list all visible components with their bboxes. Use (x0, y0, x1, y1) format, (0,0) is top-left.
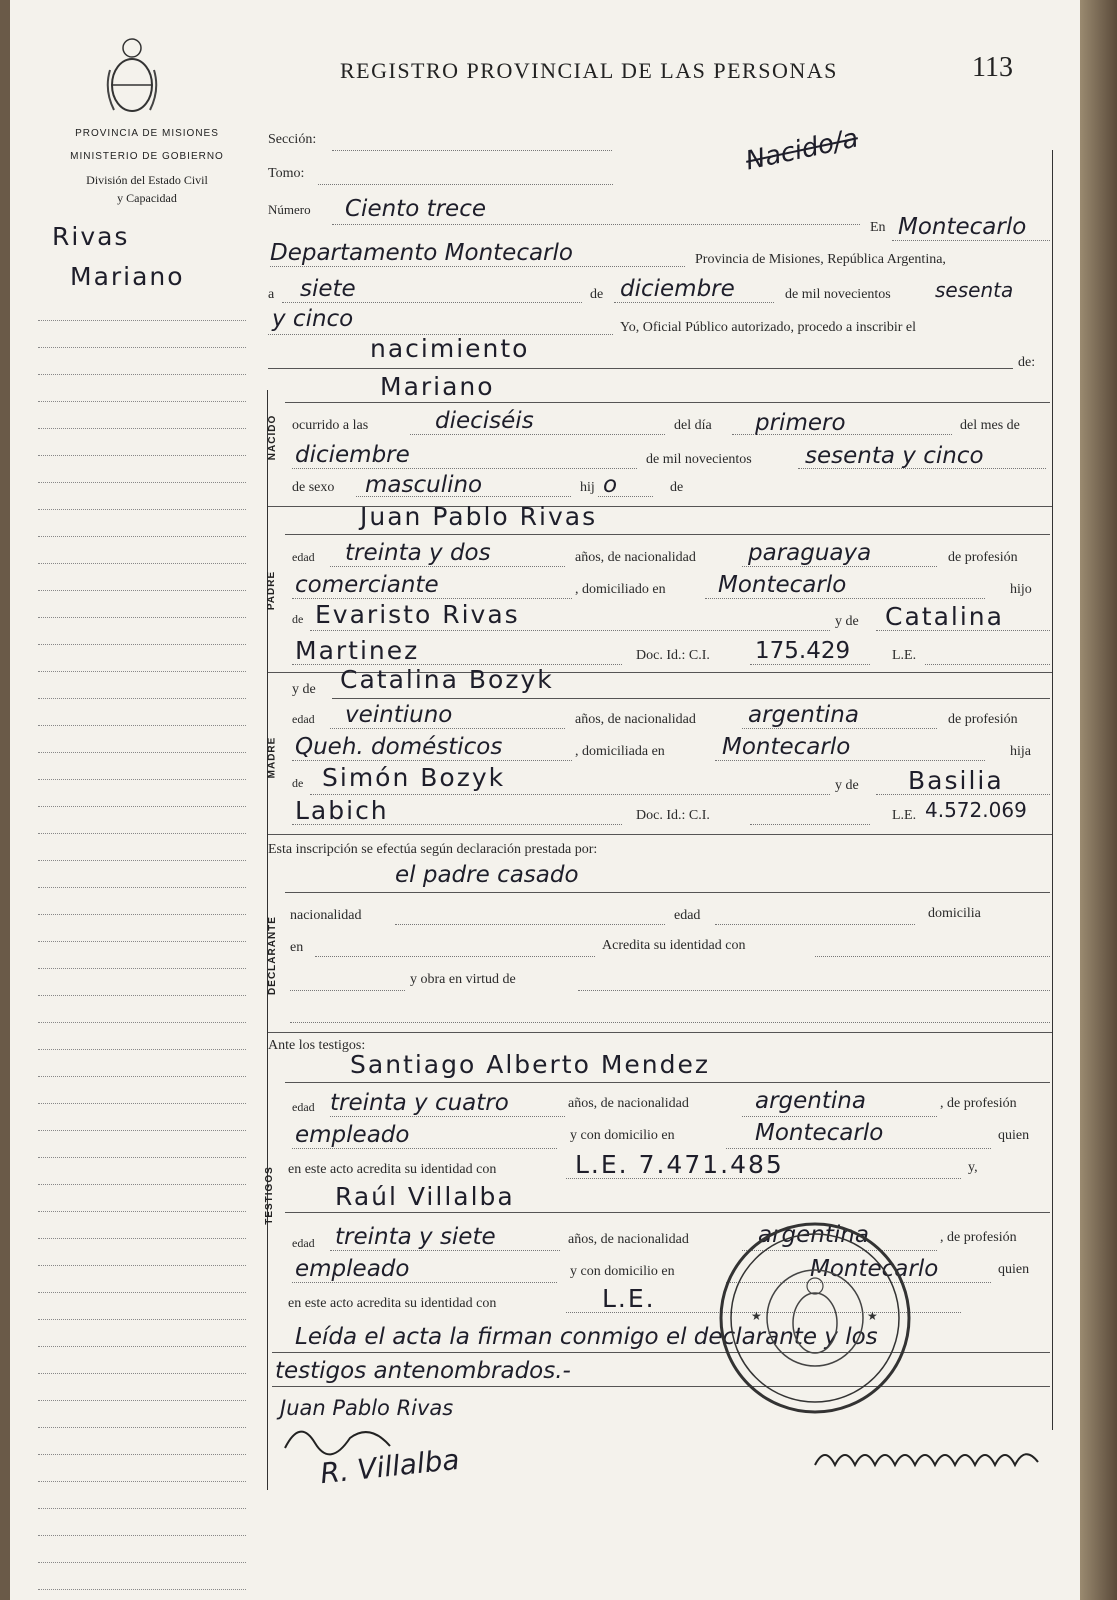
madre-profesion-label: de profesión (948, 712, 1018, 727)
madre-madre-value-1: Basilia (908, 766, 1004, 795)
margin-line (38, 941, 246, 942)
anio-part1-value: sesenta (935, 278, 1014, 302)
padre-profesion-value: comerciante (295, 572, 439, 598)
margin-line (38, 482, 246, 483)
margin-line (38, 698, 246, 699)
margin-line (38, 968, 246, 969)
de-sexo-label: de sexo (292, 480, 335, 495)
padre-edad-value: treinta y dos (345, 540, 491, 566)
sexo-value: masculino (365, 472, 483, 498)
padre-doc-label: Doc. Id.: C.I. (636, 648, 710, 663)
testigo2-doc-value: L.E. (602, 1284, 656, 1313)
padre-nacionalidad-label: años, de nacionalidad (575, 550, 696, 565)
dia-value: primero (755, 410, 846, 436)
madre-hija-label: hija (1010, 744, 1031, 759)
padre-le-label: L.E. (892, 648, 917, 663)
official-signature (810, 1440, 1045, 1480)
office-line-3: División del Estado Civil (86, 173, 208, 187)
binding-edge (1080, 0, 1117, 1600)
declarante-nombre-value: el padre casado (395, 862, 579, 888)
padre-section-label: PADRE (266, 570, 278, 611)
padre-edad-label: edad (292, 550, 315, 564)
margin-line (38, 374, 246, 375)
padre-domiciliado-label: , domiciliado en (575, 582, 666, 597)
margin-line (38, 1184, 246, 1185)
margin-line (38, 644, 246, 645)
margin-line (38, 428, 246, 429)
padre-doc-value: 175.429 (755, 638, 851, 664)
padre-domicilio-value: Montecarlo (718, 572, 847, 598)
madre-edad-label: edad (292, 712, 315, 726)
testigo1-y-label: y, (968, 1160, 978, 1175)
madre-madre-value-2: Labich (295, 796, 389, 825)
margin-line (38, 1373, 246, 1374)
hij-suffix-value: o (603, 472, 618, 498)
testigo1-acredita-label: en este acto acredita su identidad con (288, 1162, 497, 1177)
signature-padre: Juan Pablo Rivas (280, 1396, 454, 1420)
declarante-en-label: en (290, 940, 304, 955)
testigo1-edad-value: treinta y cuatro (330, 1090, 509, 1116)
margin-line (38, 590, 246, 591)
margin-line (38, 1292, 246, 1293)
madre-domicilio-value: Montecarlo (722, 734, 851, 760)
margin-line (38, 1589, 246, 1590)
numero-value: Ciento trece (345, 196, 486, 222)
margin-line (38, 1319, 246, 1320)
padre-y-de-label: y de (835, 614, 859, 629)
margin-line (38, 617, 246, 618)
margin-line (38, 1265, 246, 1266)
testigo2-acredita-label: en este acto acredita su identidad con (288, 1296, 497, 1311)
en-value: Montecarlo (898, 214, 1027, 240)
madre-le-value: 4.572.069 (925, 798, 1027, 822)
margin-line (38, 779, 246, 780)
testigo1-doc-value: L.E. 7.471.485 (575, 1150, 784, 1179)
nacido-annotation: Nacido/a (743, 123, 861, 177)
margin-line (38, 320, 246, 321)
margin-line (38, 671, 246, 672)
margin-line (38, 1211, 246, 1212)
madre-de-label: de (292, 776, 304, 790)
de-mil-label: de mil novecientos (785, 287, 891, 302)
numero-label: Número (268, 202, 311, 217)
seccion-label: Sección: (268, 132, 317, 147)
padre-hijo-label: hijo (1010, 582, 1032, 597)
signature-testigo: R. Villalba (318, 1442, 461, 1491)
coat-of-arms-emblem (102, 30, 162, 120)
inscripcion-label: Esta inscripción se efectúa según declaración prestada por: (268, 842, 598, 857)
testigos-section-label: TESTIGOS (263, 1166, 275, 1225)
madre-domiciliada-label: , domiciliada en (575, 744, 665, 759)
testigo2-quien-label: quien (998, 1262, 1030, 1277)
margin-line (38, 1022, 246, 1023)
hij-label: hij (580, 480, 595, 495)
margin-line (38, 401, 246, 402)
nacido-section-label: NACIDO (267, 414, 279, 461)
testigo1-quien-label: quien (998, 1128, 1030, 1143)
madre-section-label: MADRE (266, 736, 278, 779)
margin-line (38, 887, 246, 888)
margin-line (38, 1130, 246, 1131)
margin-line (38, 1508, 246, 1509)
madre-nacionalidad-value: argentina (748, 702, 859, 728)
departamento-value: Departamento Montecarlo (270, 240, 573, 266)
margin-line (38, 536, 246, 537)
madre-doc-label: Doc. Id.: C.I. (636, 808, 710, 823)
anio-nac-value: sesenta y cinco (805, 443, 984, 469)
margin-line (38, 1157, 246, 1158)
padre-madre-value-1: Catalina (885, 602, 1004, 631)
margin-line (38, 806, 246, 807)
madre-padre-value: Simón Bozyk (322, 763, 506, 792)
margin-line (38, 347, 246, 348)
closing-line-2: testigos antenombrados.- (275, 1358, 571, 1384)
page-number: 113 (972, 52, 1013, 83)
margin-surname: Rivas (52, 222, 130, 251)
margin-line (38, 1076, 246, 1077)
signature-scribble (280, 1418, 400, 1458)
margin-line (38, 833, 246, 834)
madre-nacionalidad-label: años, de nacionalidad (575, 712, 696, 727)
margin-line (38, 563, 246, 564)
margin-line (38, 725, 246, 726)
testigo2-edad-label: edad (292, 1236, 315, 1250)
padre-de-label: de (292, 612, 304, 626)
declarante-domicilia-label: domicilia (928, 906, 981, 921)
de-label: de (590, 287, 604, 302)
official-seal-stamp (715, 1218, 915, 1418)
madre-y-de-label-2: y de (835, 778, 859, 793)
ante-testigos-label: Ante los testigos: (268, 1038, 366, 1053)
office-line-1: PROVINCIA DE MISIONES (75, 128, 219, 139)
testigo2-domicilio-value: Montecarlo (810, 1256, 939, 1282)
testigo1-nacionalidad-value: argentina (755, 1088, 866, 1114)
padre-padre-value: Evaristo Rivas (315, 600, 520, 629)
nombre-nacido-value: Mariano (380, 372, 495, 401)
declarante-edad-label: edad (674, 908, 701, 923)
de-colon-label: de: (1018, 355, 1036, 370)
margin-line (38, 1400, 246, 1401)
margin-line (38, 1562, 246, 1563)
margin-line (38, 1535, 246, 1536)
madre-le-label: L.E. (892, 808, 917, 823)
form-right-border (1052, 150, 1053, 1430)
declarante-section-label: DECLARANTE (266, 916, 278, 995)
margin-line (38, 1346, 246, 1347)
margin-line (38, 860, 246, 861)
margin-line (38, 509, 246, 510)
margin-line (38, 1049, 246, 1050)
margin-line (38, 1238, 246, 1239)
margin-line (38, 995, 246, 996)
anio-part2-value: y cinco (272, 306, 354, 332)
madre-edad-value: veintiuno (345, 702, 453, 728)
testigo2-profesion-label: , de profesión (940, 1230, 1017, 1245)
document-page (10, 0, 1080, 1600)
de-mil-nac-label: de mil novecientos (646, 452, 752, 467)
yo-oficial-label: Yo, Oficial Público autorizado, procedo a inscribir el (620, 320, 917, 335)
testigo1-edad-label: edad (292, 1100, 315, 1114)
madre-nombre-value: Catalina Bozyk (340, 665, 554, 694)
margin-line (38, 1454, 246, 1455)
testigo2-profesion-value: empleado (295, 1256, 410, 1282)
hora-value: dieciséis (435, 408, 534, 434)
margin-line (38, 1103, 246, 1104)
testigo2-edad-value: treinta y siete (335, 1224, 496, 1250)
margin-line (38, 1427, 246, 1428)
a-label: a (268, 287, 275, 302)
tomo-label: Tomo: (268, 166, 305, 181)
svg-text:★: ★ (867, 1309, 878, 1323)
declarante-nacionalidad-label: nacionalidad (290, 908, 362, 923)
testigo1-profesion-value: empleado (295, 1122, 410, 1148)
testigo1-domicilio-value: Montecarlo (755, 1120, 884, 1146)
padre-nombre-value: Juan Pablo Rivas (360, 502, 598, 531)
margin-line (38, 455, 246, 456)
testigo1-domicilio-label: y con domicilio en (570, 1128, 675, 1143)
declarante-acredita-label: Acredita su identidad con (602, 938, 746, 953)
margin-line (38, 1481, 246, 1482)
testigo1-nacionalidad-label: años, de nacionalidad (568, 1096, 689, 1111)
declarante-obra-label: y obra en virtud de (410, 972, 516, 987)
svg-text:★: ★ (751, 1309, 762, 1323)
padre-nacionalidad-value: paraguaya (748, 540, 872, 566)
office-line-4: y Capacidad (117, 191, 177, 205)
testigo2-nacionalidad-label: años, de nacionalidad (568, 1232, 689, 1247)
de-padres-label: de (670, 480, 684, 495)
testigo1-profesion-label: , de profesión (940, 1096, 1017, 1111)
provincia-label: Provincia de Misiones, República Argentina, (695, 252, 946, 267)
madre-profesion-value: Queh. domésticos (295, 734, 503, 760)
closing-line-1: Leída el acta la firman conmigo el declarante y los (295, 1324, 878, 1350)
acto-value: nacimiento (370, 334, 530, 363)
del-dia-label: del día (674, 418, 712, 433)
dia-inscripcion-value: siete (300, 276, 356, 302)
testigo2-domicilio-label: y con domicilio en (570, 1264, 675, 1279)
ocurrido-label: ocurrido a las (292, 418, 369, 433)
margin-line (38, 914, 246, 915)
mes-nac-value: diciembre (295, 442, 410, 468)
testigo1-nombre-value: Santiago Alberto Mendez (350, 1050, 711, 1079)
madre-y-de-label: y de (292, 682, 316, 697)
mes-inscripcion-value: diciembre (620, 276, 735, 302)
padre-madre-value-2: Martinez (295, 636, 420, 665)
testigo2-nacionalidad-value: argentina (758, 1222, 869, 1248)
margin-given-name: Mariano (70, 262, 185, 291)
en-label: En (870, 220, 886, 235)
testigo2-nombre-value: Raúl Villalba (335, 1182, 515, 1211)
padre-profesion-label: de profesión (948, 550, 1018, 565)
office-line-2: MINISTERIO DE GOBIERNO (70, 151, 224, 162)
margin-line (38, 752, 246, 753)
register-title: REGISTRO PROVINCIAL DE LAS PERSONAS (340, 58, 838, 83)
del-mes-label: del mes de (960, 418, 1020, 433)
